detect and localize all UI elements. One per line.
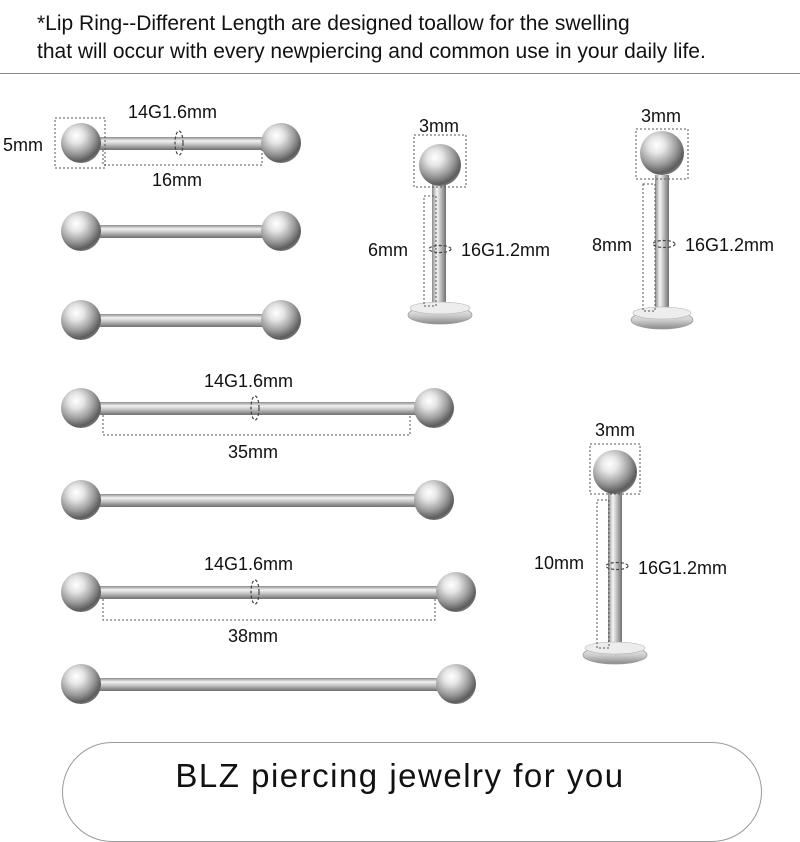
top-size-label: 3mm <box>641 106 681 126</box>
post-length-label: 10mm <box>534 553 585 573</box>
top-size-label: 3mm <box>595 420 635 440</box>
gauge-label: 16G1.2mm <box>461 240 551 260</box>
barbell-35mm <box>61 388 454 435</box>
gauge-label: 16G1.2mm <box>685 235 775 255</box>
barbell-16mm <box>55 118 301 168</box>
note-line-2: that will occur with every newpiercing and common use in your daily life. <box>37 40 706 63</box>
length-label: 35mm <box>228 442 279 462</box>
top-size-label: 3mm <box>419 116 459 136</box>
barbell-38mm <box>61 664 476 704</box>
length-label: 16mm <box>152 170 203 190</box>
labret-10mm <box>583 444 647 664</box>
barbell-35mm <box>61 480 454 520</box>
barbell-38mm <box>61 572 476 620</box>
post-length-label: 8mm <box>592 235 632 255</box>
length-label: 38mm <box>228 626 279 646</box>
gauge-label: 14G1.6mm <box>128 102 218 122</box>
ball-size-label: 5mm <box>3 135 43 155</box>
labret-6mm <box>408 135 472 324</box>
barbell-16mm <box>61 211 301 251</box>
note-line-1: *Lip Ring--Different Length are designed toallow for the swelling <box>37 12 630 35</box>
barbell-16mm <box>61 300 301 340</box>
gauge-label: 14G1.6mm <box>204 554 294 574</box>
brand-banner: BLZ piercing jewelry for you <box>175 757 625 794</box>
gauge-label: 14G1.6mm <box>204 371 294 391</box>
post-length-label: 6mm <box>368 240 408 260</box>
labret-8mm <box>631 129 693 329</box>
gauge-label: 16G1.2mm <box>638 558 728 578</box>
